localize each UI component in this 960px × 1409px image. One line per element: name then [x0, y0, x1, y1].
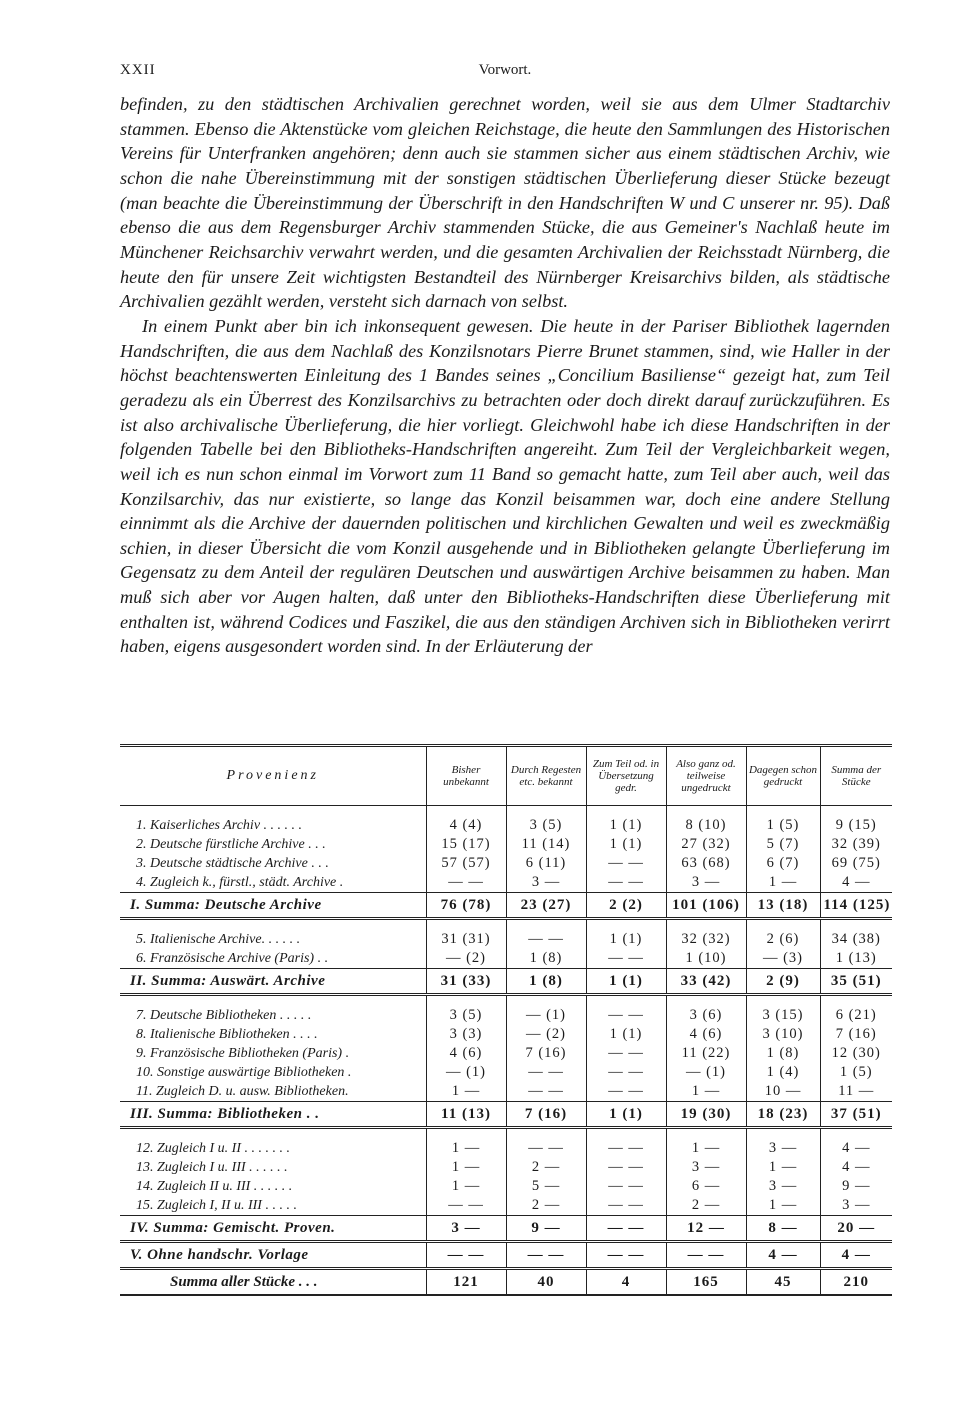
table-cell: 3 —	[506, 873, 586, 893]
column-header: Provenienz	[120, 746, 426, 806]
table-cell: 20 —	[820, 1216, 892, 1242]
table-cell: — (1)	[426, 1063, 506, 1082]
table-cell: 9 (15)	[820, 806, 892, 836]
table-cell: 1 —	[426, 1177, 506, 1196]
table-cell: 4 —	[820, 1242, 892, 1269]
table-cell: 165	[666, 1269, 746, 1296]
table-cell: 9 —	[506, 1216, 586, 1242]
table-cell: — (2)	[506, 1025, 586, 1044]
table-cell: 40	[506, 1269, 586, 1296]
table-cell: 2 (6)	[746, 919, 820, 950]
table-cell: 1 (8)	[506, 949, 586, 969]
row-label: 10. Sonstige auswärtige Bibliotheken .	[136, 1065, 352, 1080]
table-cell: — —	[586, 1177, 666, 1196]
table-cell: 37 (51)	[820, 1102, 892, 1128]
row-label: IV. Summa: Gemischt. Proven.	[120, 1216, 426, 1242]
table-cell: 6 —	[666, 1177, 746, 1196]
table-cell: — —	[586, 1082, 666, 1102]
row-label: 12. Zugleich I u. II . . . . . . .	[136, 1141, 290, 1156]
table-cell: — —	[426, 1196, 506, 1216]
table-cell: 19 (30)	[666, 1102, 746, 1128]
table-cell: 18 (23)	[746, 1102, 820, 1128]
table-cell: 8 (10)	[666, 806, 746, 836]
table-cell: 32 (39)	[820, 835, 892, 854]
row-label: 14. Zugleich II u. III . . . . . .	[136, 1179, 293, 1194]
table-cell: — —	[666, 1242, 746, 1269]
table-cell: — —	[426, 873, 506, 893]
table-cell: 4 (6)	[426, 1044, 506, 1063]
table-cell: 1 —	[746, 873, 820, 893]
table-cell: — (2)	[426, 949, 506, 969]
table-cell: 34 (38)	[820, 919, 892, 950]
table-cell: — —	[586, 995, 666, 1026]
table-cell: 3 —	[666, 1158, 746, 1177]
table-row	[120, 919, 892, 950]
row-label: 9. Französische Bibliotheken (Paris) .	[136, 1046, 350, 1061]
table-cell: 1 (1)	[586, 969, 666, 995]
table-row	[120, 1063, 892, 1082]
row-label: 8. Italienische Bibliotheken . . . .	[136, 1027, 318, 1042]
table-cell: 76 (78)	[426, 893, 506, 919]
column-header: Summa der Stücke	[820, 746, 892, 806]
table-cell: 12 (30)	[820, 1044, 892, 1063]
table-cell: 6 (7)	[746, 854, 820, 873]
table-row	[120, 1044, 892, 1063]
table-cell: 11 (22)	[666, 1044, 746, 1063]
table-cell: 69 (75)	[820, 854, 892, 873]
table-cell: 11 —	[820, 1082, 892, 1102]
table-cell: — —	[506, 1082, 586, 1102]
table-cell: 6 (21)	[820, 995, 892, 1026]
table-cell: 45	[746, 1269, 820, 1296]
row-label: 4. Zugleich k., fürstl., städt. Archive .	[136, 875, 344, 890]
summary-row	[120, 1242, 892, 1269]
table-cell: — —	[586, 1128, 666, 1159]
summary-row	[120, 969, 892, 995]
row-label: 2. Deutsche fürstliche Archive . . .	[136, 837, 326, 852]
table-cell: 1 (1)	[586, 806, 666, 836]
table-row	[120, 1128, 892, 1159]
table-cell: 5 —	[506, 1177, 586, 1196]
table-cell: 7 (16)	[506, 1102, 586, 1128]
table-cell: 3 —	[426, 1216, 506, 1242]
table-cell: 1 (5)	[746, 806, 820, 836]
table-cell: 4	[586, 1269, 666, 1296]
summary-row	[120, 1216, 892, 1242]
total-row	[120, 1269, 892, 1296]
table-cell: 32 (32)	[666, 919, 746, 950]
table-cell: 3 (5)	[506, 806, 586, 836]
table-body	[120, 806, 892, 1296]
table-cell: 11 (14)	[506, 835, 586, 854]
running-title: Vorwort.	[478, 62, 532, 78]
table-cell: 3 (10)	[746, 1025, 820, 1044]
page-header	[120, 62, 890, 86]
table-cell: 2 (2)	[586, 893, 666, 919]
table-cell: 1 —	[746, 1158, 820, 1177]
table-cell: — —	[586, 1063, 666, 1082]
table-cell: 1 —	[426, 1158, 506, 1177]
table-cell: 114 (125)	[820, 893, 892, 919]
table-cell: 1 (8)	[506, 969, 586, 995]
table-cell: 15 (17)	[426, 835, 506, 854]
table-cell: 57 (57)	[426, 854, 506, 873]
row-label: 13. Zugleich I u. III . . . . . .	[136, 1160, 288, 1175]
table-cell: — —	[586, 854, 666, 873]
table-cell: — —	[506, 1242, 586, 1269]
table-cell: — —	[586, 1196, 666, 1216]
table-cell: — —	[586, 1044, 666, 1063]
table-cell: 3 (6)	[666, 995, 746, 1026]
table-cell: 12 —	[666, 1216, 746, 1242]
table-cell: 1 (13)	[820, 949, 892, 969]
table-cell: 3 (5)	[426, 995, 506, 1026]
table-cell: 210	[820, 1269, 892, 1296]
table-cell: 10 —	[746, 1082, 820, 1102]
table-cell: 121	[426, 1269, 506, 1296]
row-label: II. Summa: Auswärt. Archive	[120, 969, 426, 995]
table-cell: 5 (7)	[746, 835, 820, 854]
column-header: Dagegen schon gedruckt	[746, 746, 820, 806]
table-cell: 3 (15)	[746, 995, 820, 1026]
table-cell: 2 —	[666, 1196, 746, 1216]
row-label: 1. Kaiserliches Archiv . . . . . .	[136, 818, 303, 833]
row-label: 3. Deutsche städtische Archive . . .	[136, 856, 329, 871]
table-row	[120, 854, 892, 873]
table-cell: 1 (1)	[586, 835, 666, 854]
row-label: I. Summa: Deutsche Archive	[120, 893, 426, 919]
statistics-table-container	[120, 744, 892, 1296]
table-cell: 11 (13)	[426, 1102, 506, 1128]
table-cell: 1 —	[426, 1128, 506, 1159]
body-text	[120, 92, 890, 659]
table-cell: 2 (9)	[746, 969, 820, 995]
row-label: 7. Deutsche Bibliotheken . . . . .	[136, 1008, 312, 1023]
table-cell: — —	[506, 1128, 586, 1159]
row-label: 11. Zugleich D. u. ausw. Bibliotheken.	[136, 1084, 349, 1099]
table-cell: — (1)	[666, 1063, 746, 1082]
table-cell: 1 (10)	[666, 949, 746, 969]
table-row	[120, 995, 892, 1026]
table-cell: 3 —	[820, 1196, 892, 1216]
table-cell: — —	[506, 1063, 586, 1082]
row-label: 15. Zugleich I, II u. III . . . . .	[136, 1198, 297, 1213]
table-cell: — —	[586, 1242, 666, 1269]
table-row	[120, 1082, 892, 1102]
table-row	[120, 835, 892, 854]
table-cell: 6 (11)	[506, 854, 586, 873]
table-cell: 1 (1)	[586, 1102, 666, 1128]
statistics-table	[120, 744, 892, 1296]
table-cell: 1 (1)	[586, 1025, 666, 1044]
table-cell: 1 —	[746, 1196, 820, 1216]
table-cell: 1 —	[666, 1128, 746, 1159]
column-header: Zum Teil od. in Übersetzung gedr.	[586, 746, 666, 806]
table-row	[120, 1196, 892, 1216]
row-label: Summa aller Stücke . . .	[120, 1269, 426, 1296]
table-cell: — (3)	[746, 949, 820, 969]
table-cell: 4 —	[820, 1158, 892, 1177]
table-cell: 31 (31)	[426, 919, 506, 950]
table-cell: 35 (51)	[820, 969, 892, 995]
column-header: Also ganz od. teilweise ungedruckt	[666, 746, 746, 806]
table-cell: — —	[586, 873, 666, 893]
table-cell: 8 —	[746, 1216, 820, 1242]
table-cell: 1 (8)	[746, 1044, 820, 1063]
table-cell: — (1)	[506, 995, 586, 1026]
table-cell: — —	[586, 1216, 666, 1242]
table-cell: 13 (18)	[746, 893, 820, 919]
table-cell: — —	[426, 1242, 506, 1269]
row-label: III. Summa: Bibliotheken . .	[120, 1102, 426, 1128]
row-label: 6. Französische Archive (Paris) . .	[136, 951, 329, 966]
table-cell: 4 (4)	[426, 806, 506, 836]
table-cell: 1 —	[666, 1082, 746, 1102]
table-cell: 4 —	[820, 873, 892, 893]
table-cell: 33 (42)	[666, 969, 746, 995]
paragraph: In einem Punkt aber bin ich inkonsequent gewesen. Die heute in der Pariser Bibliothek lagernden Handschriften, die aus dem Nachlaß des Konzilsnotars Pierre Brunet stammen, sind, wie Haller in der höchst beachtenswerten Einleitung des 1 Bandes seines „Concilium Basiliense“ gezeigt hat, zum Teil geradezu als ein Überrest des Konzilsarchivs zu betrachten oder doch direkt darauf zurückzuführen. Es ist also archivalische Überlieferung, die hier vorliegt. Gleichwohl habe ich diese Handschriften in der folgenden Tabelle bei den Bibliotheks-Handschriften angereiht. Zum Teil der Vergleichbarkeit wegen, weil ich es nun schon einmal im Vorwort zum 11 Band so gemacht hatte, zum Teil aber auch, weil das Konzilsarchiv, das nur existierte, so lange das Konzil beisammen war, doch eine andere Stellung einnimmt als die Archive der dauernden politischen und kirchlichen Gewalten und weil es zweckmäßig schien, in dieser Übersicht die vom Konzil ausgehende und in Bibliotheken gelangte Überlieferung im Gegensatz zu dem Anteil der regulären Deutschen und auswärtigen Archive beisammen zu haben. Man muß sich aber vor Augen halten, daß unter den Bibliotheks-Handschriften diese Überlieferung mit enthalten ist, während Codices und Faszikel, die aus den ständigen Archiven sich in Bibliotheken verirrt haben, eigens ausgesondert worden sind. In der Erläuterung der	[120, 315, 890, 657]
table-cell: 2 —	[506, 1158, 586, 1177]
table-cell: 101 (106)	[666, 893, 746, 919]
table-row	[120, 1025, 892, 1044]
row-label: 5. Italienische Archive. . . . . .	[136, 932, 301, 947]
table-cell: 23 (27)	[506, 893, 586, 919]
table-cell: 63 (68)	[666, 854, 746, 873]
table-cell: 3 (3)	[426, 1025, 506, 1044]
table-row	[120, 1177, 892, 1196]
table-cell: 3 —	[746, 1177, 820, 1196]
table-cell: 4 —	[746, 1242, 820, 1269]
table-cell: — —	[586, 1158, 666, 1177]
table-cell: 4 —	[820, 1128, 892, 1159]
paragraph: befinden, zu den städtischen Archivalien gerechnet worden, weil sie aus dem Ulmer Stadtarchiv stammen. Ebenso die Aktenstücke vom gleichen Reichstage, die heute den Sammlungen des Historischen Vereins für Unterfranken angehören; denn auch sie stammen sicher aus einem städtischen Archiv, wie schon die nahe Übereinstimmung mit der sonstigen städtischen Überlieferung dieser Stücke bezeugt (man beachte die Übereinstimmung der Überschrift in den Handschriften W und C unserer nr. 95). Daß ebenso die aus dem Regensburger Archiv stammenden Stücke, die aus Gemeiner's Nachlaß heute im Münchener Reichsarchiv verwahrt werden, und die gesamten Archivalien der Reichsstadt Nürnberg, die heute den für unsere Zeit wichtigsten Bestandteil des Nürnberger Kreisarchivs bilden, als städtische Archivalien gezählt werden, versteht sich darnach von selbst.	[120, 94, 890, 312]
table-cell: 7 (16)	[820, 1025, 892, 1044]
table-cell: 3 —	[746, 1128, 820, 1159]
table-cell: 1 (5)	[820, 1063, 892, 1082]
page-number: XXII	[120, 62, 156, 78]
row-label: V. Ohne handschr. Vorlage	[120, 1242, 426, 1269]
column-header: Durch Regesten etc. bekannt	[506, 746, 586, 806]
table-row	[120, 873, 892, 893]
table-cell: 3 —	[666, 873, 746, 893]
table-cell: 7 (16)	[506, 1044, 586, 1063]
column-header: Bisher unbekannt	[426, 746, 506, 806]
summary-row	[120, 893, 892, 919]
table-row	[120, 1158, 892, 1177]
table-header-row	[120, 746, 892, 806]
table-cell: — —	[506, 919, 586, 950]
table-row	[120, 806, 892, 836]
table-cell: 27 (32)	[666, 835, 746, 854]
table-cell: — —	[586, 949, 666, 969]
table-row	[120, 949, 892, 969]
table-cell: 1 (4)	[746, 1063, 820, 1082]
summary-row	[120, 1102, 892, 1128]
table-cell: 9 —	[820, 1177, 892, 1196]
table-cell: 1 —	[426, 1082, 506, 1102]
table-cell: 1 (1)	[586, 919, 666, 950]
table-cell: 31 (33)	[426, 969, 506, 995]
table-cell: 2 —	[506, 1196, 586, 1216]
table-cell: 4 (6)	[666, 1025, 746, 1044]
